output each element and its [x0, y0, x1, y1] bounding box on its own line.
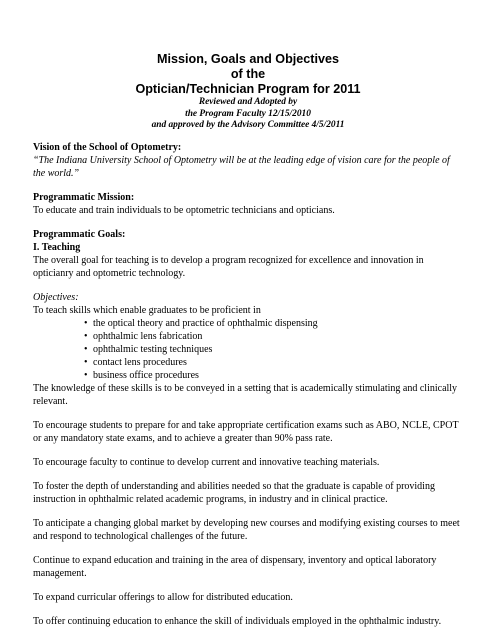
mission-heading: Programmatic Mission:: [33, 191, 135, 203]
paragraph: Continue to expand education and training in the area of dispensary, inventory and optical laboratory management.: [33, 554, 437, 579]
teaching-section-label: I. Teaching: [33, 241, 81, 253]
document-body: [33, 52, 463, 628]
paragraph: To offer continuing education to enhance the skill of individuals employed in the ophthalmic industry.: [33, 615, 442, 627]
subtitle-line-2: the Program Faculty 12/15/2010: [185, 108, 311, 119]
list-item: [33, 356, 463, 369]
paragraph: To foster the depth of understanding and abilities needed so that the graduate is capable of providing instruction in ophthalmic related academic programs, in industry and in clinical practice.: [33, 480, 435, 505]
bullet-icon: •: [84, 369, 88, 381]
objectives-label: Objectives:: [33, 291, 79, 303]
vision-text: “The Indiana University School of Optometry will be at the leading edge of vision care for the people of the world.”: [33, 154, 450, 179]
list-item-text: business office procedures: [93, 369, 199, 381]
objectives-intro: To teach skills which enable graduates to be proficient in: [33, 304, 261, 316]
title-line-1: Mission, Goals and Objectives: [157, 52, 339, 66]
objectives-after: The knowledge of these skills is to be conveyed in a setting that is academically stimulating and clinically relevant.: [33, 382, 458, 407]
paragraph: To encourage students to prepare for and take appropriate certification exams such as ABO, NCLE, CPOT or any mandatory state exams, and to achieve a greater than 90% pass rate.: [33, 419, 459, 444]
bullet-icon: •: [84, 356, 88, 368]
mission-text: To educate and train individuals to be optometric technicians and opticians.: [33, 204, 335, 216]
bullet-icon: •: [84, 343, 88, 355]
list-item: [33, 369, 463, 382]
list-item: [33, 317, 463, 330]
list-item: [33, 343, 463, 356]
list-item-text: ophthalmic testing techniques: [93, 343, 213, 355]
subtitle-line-3: and approved by the Advisory Committee 4/5/2011: [151, 120, 345, 130]
paragraph: To encourage faculty to continue to develop current and innovative teaching materials.: [33, 456, 380, 468]
paragraph: To expand curricular offerings to allow for distributed education.: [33, 591, 293, 603]
paragraph: To anticipate a changing global market by developing new courses and modifying existing courses to meet and respond to technological challenges of the future.: [33, 517, 460, 542]
bullet-icon: •: [84, 317, 88, 329]
list-item-text: the optical theory and practice of ophthalmic dispensing: [93, 317, 318, 329]
title-line-3: Optician/Technician Program for 2011: [135, 82, 361, 96]
vision-heading: Vision of the School of Optometry:: [33, 141, 182, 153]
bullet-icon: •: [84, 330, 88, 342]
teaching-overall-goal: The overall goal for teaching is to develop a program recognized for excellence and innovation in opticianry and optometric technology.: [33, 254, 424, 279]
subtitle-line-1: Reviewed and Adopted by: [198, 97, 298, 107]
list-item-text: contact lens procedures: [93, 356, 187, 368]
list-item-text: ophthalmic lens fabrication: [93, 330, 203, 342]
goals-heading: Programmatic Goals:: [33, 228, 126, 240]
objectives-list: [33, 317, 463, 382]
title-line-2: of the: [230, 67, 266, 81]
list-item: [33, 330, 463, 343]
